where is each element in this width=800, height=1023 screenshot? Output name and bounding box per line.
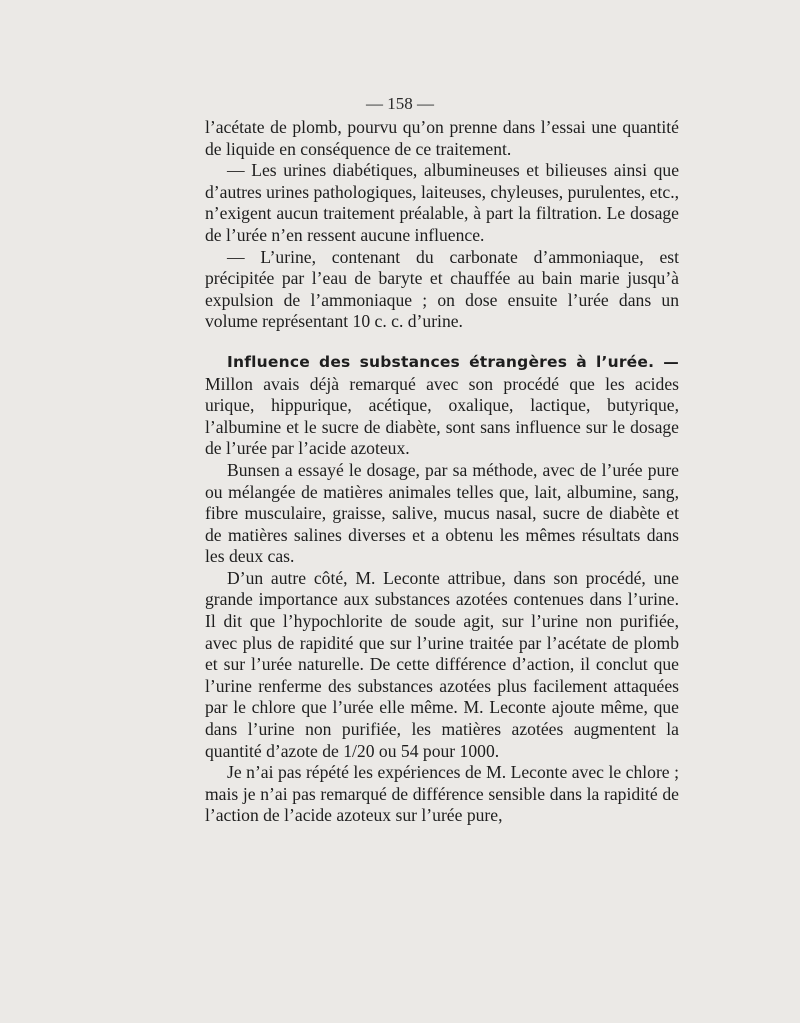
section-heading: Influence des substances étrangères à l’urée. — bbox=[227, 352, 679, 371]
section-text: Millon avais déjà remarqué avec son procédé que les acides urique, hippurique, acétique, oxalique, lactique, butyrique, l’albumine et le sucre de diabète, sont sans influence sur le dosage de l’urée par l’acide azoteux. bbox=[205, 373, 679, 459]
paragraph-ammonia-urine: — L’urine, contenant du carbonate d’ammoniaque, est précipitée par l’eau de baryte et chauffée au bain marie jusqu’à expulsion de l’ammoniaque ; on dose ensuite l’urée dans un volume représentant 10 c. c. d’urine. bbox=[205, 246, 679, 332]
paragraph-influence bbox=[205, 351, 679, 460]
paragraph-bunsen: Bunsen a essayé le dosage, par sa méthode, avec de l’urée pure ou mélangée de matières animales telles que, lait, albumine, sang, fibre musculaire, graisse, salive, mucus nasal, sucre de diabète et de matières salines diverses et a obtenu les mêmes résultats dans les deux cas. bbox=[205, 459, 679, 567]
paragraph-experiments: Je n’ai pas répété les expériences de M. Leconte avec le chlore ; mais je n’ai pas remarqué de différence sensible dans la rapidité de l’action de l’acide azoteux sur l’urée pure, bbox=[205, 762, 679, 826]
paragraph-continuation: l’acétate de plomb, pourvu qu’on prenne dans l’essai une quantité de liquide en conséquence de ce traitement. bbox=[205, 117, 679, 159]
page-number: — 158 — bbox=[366, 94, 434, 113]
paragraph-diabetic-urines: — Les urines diabétiques, albumineuses et bilieuses ainsi que d’autres urines pathologiques, laiteuses, chyleuses, purulentes, etc., n’exigent aucun traitement préalable, à part la filtration. Le dosage de l’urée n’en ressent aucune influence. bbox=[205, 160, 679, 245]
body-text bbox=[205, 117, 679, 827]
paragraph-leconte: D’un autre côté, M. Leconte attribue, dans son procédé, une grande importance aux substances azotées contenues dans l’urine. Il dit que l’hypochlorite de soude agit, sur l’urine non purifiée, avec plus de rapidité que sur l’urine traitée par l’acétate de plomb et sur l’urée naturelle. De cette différence d’action, il conclut que l’urine renferme des substances azotées plus facilement attaquées par le chlore que l’urée elle même. M. Leconte ajoute même, que dans l’urine non purifiée, les matières azotées augmentent la quantité d’azote de 1/20 ou 54 pour 1000. bbox=[205, 567, 679, 761]
